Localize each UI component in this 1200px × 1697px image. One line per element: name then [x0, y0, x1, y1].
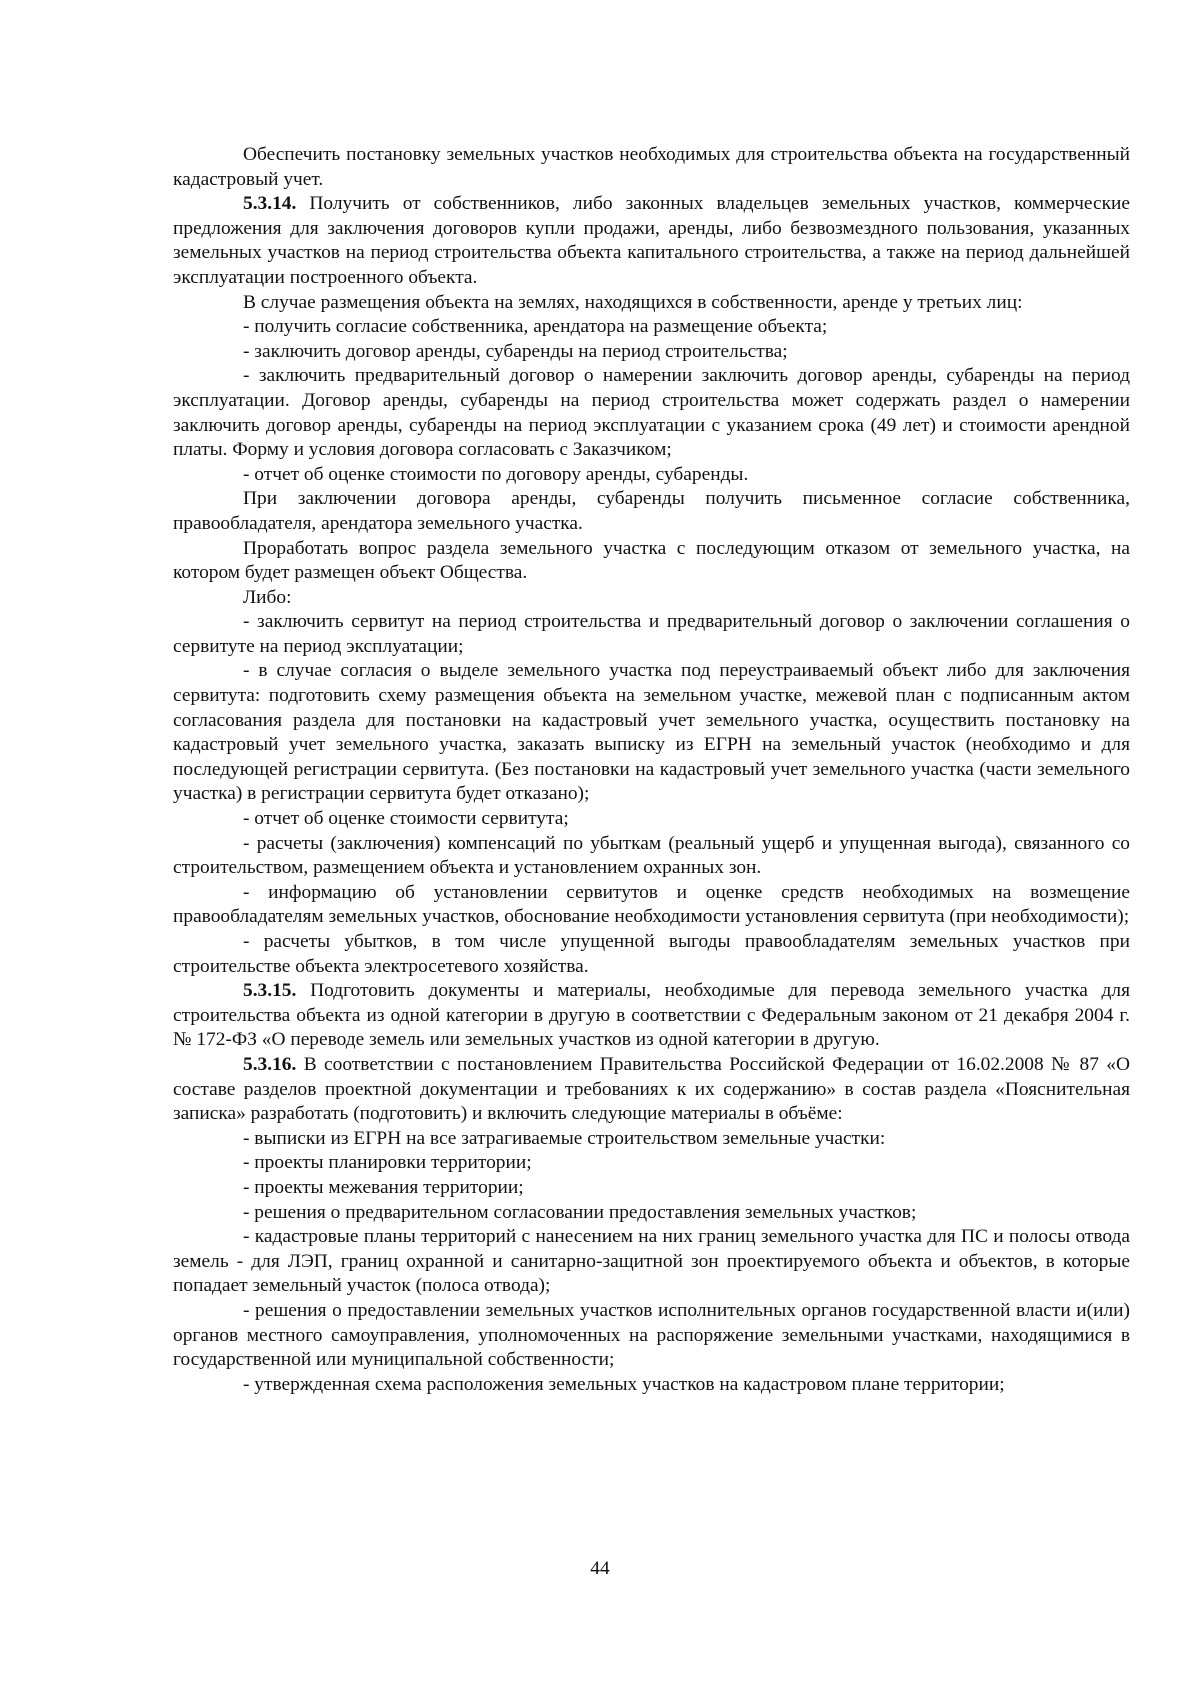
- list-item: - расчеты убытков, в том числе упущенной выгоды правообладателям земельных участков при строительстве объекта электросетевого хозяйства.: [173, 931, 1130, 977]
- list-item: - информацию об установлении сервитутов и оценке средств необходимых на возмещение правообладателям земельных участков, обоснование необходимости установления сервитута (при необходимости);: [173, 881, 1130, 928]
- paragraph: 5.3.14. Получить от собственников, либо законных владельцев земельных участков, коммерческие предложения для заключения договоров купли продажи, аренды, либо безвозмездного пользования, указанных земельных участков на период строительства объекта капитального строительства, а также на период дальнейшей эксплуатации построенного объекта.: [173, 193, 1130, 288]
- list-item: - выписки из ЕГРН на все затрагиваемые строительством земельные участки:: [243, 1127, 886, 1149]
- clause-number: 5.3.16.: [243, 1053, 297, 1075]
- list-item: - отчет об оценке стоимости сервитута;: [243, 808, 569, 830]
- paragraph: Проработать вопрос раздела земельного участка с последующим отказом от земельного участка, на котором будет размещен объект Общества.: [173, 537, 1130, 584]
- list-item: - утвержденная схема расположения земельных участков на кадастровом плане территории;: [243, 1373, 1005, 1395]
- paragraph: В случае размещения объекта на землях, находящихся в собственности, аренде у третьих лиц:: [243, 291, 1023, 313]
- list-item: - проекты планировки территории;: [243, 1152, 532, 1174]
- list-item: - решения о предоставлении земельных участков исполнительных органов государственной власти и(или) органов местного самоуправления, уполномоченных на распоряжение земельными участками, находящимися в государственной или муниципальной собственности;: [173, 1299, 1130, 1371]
- clause-number: 5.3.14.: [243, 193, 297, 215]
- paragraph: При заключении договора аренды, субаренды получить письменное согласие собственника, правообладателя, арендатора земельного участка.: [173, 488, 1130, 534]
- document-body: [173, 143, 1130, 1397]
- list-item: - в случае согласия о выделе земельного участка под переустраиваемый объект либо для заключения сервитута: подготовить схему размещения объекта на земельном участке, межевой план с подписанным актом согласования раздела для постановки на кадастровый учет земельного участка, осуществить постановку на кадастровый учет земельного участка, заказать выписку из ЕГРН на земельный участок (необходимо и для последующей регистрации сервитута. (Без постановки на кадастровый учет земельного участка (части земельного участка) в регистрации сервитута будет отказано);: [173, 660, 1130, 805]
- page-number: 44: [590, 1558, 610, 1579]
- list-item: - проекты межевания территории;: [243, 1176, 524, 1198]
- clause-number: 5.3.15.: [243, 980, 297, 1002]
- list-item: - решения о предварительном согласовании предоставления земельных участков;: [243, 1201, 917, 1223]
- list-item: - заключить сервитут на период строительства и предварительный договор о заключении соглашения о сервитуте на период эксплуатации;: [173, 611, 1130, 657]
- list-item: - заключить договор аренды, субаренды на период строительства;: [243, 340, 788, 362]
- list-item: - заключить предварительный договор о намерении заключить договор аренды, субаренды на период эксплуатации. Договор аренды, субаренды на период строительства может содержать раздел о намерении заключить договор аренды, субаренды на период эксплуатации с указанием срока (49 лет) и стоимости арендной платы. Форму и условия договора согласовать с Заказчиком;: [173, 365, 1130, 461]
- paragraph: Обеспечить постановку земельных участков необходимых для строительства объекта на государственный кадастровый учет.: [173, 144, 1130, 190]
- list-item: - кадастровые планы территорий с нанесением на них границ земельного участка для ПС и полосы отвода земель - для ЛЭП, границ охранной и санитарно-защитной зон проектируемого объекта и объектов, в которые попадает земельный участок (полоса отвода);: [173, 1226, 1130, 1297]
- paragraph: 5.3.15. Подготовить документы и материалы, необходимые для перевода земельного участка для строительства объекта из одной категории в другую в соответствии с Федеральным законом от 21 декабря 2004 г. № 172-ФЗ «О переводе земель или земельных участков из одной категории в другую.: [173, 980, 1130, 1051]
- list-item: - расчеты (заключения) компенсаций по убыткам (реальный ущерб и упущенная выгода), связанного со строительством, размещением объекта и установлением охранных зон.: [173, 832, 1130, 879]
- paragraph: Либо:: [243, 586, 292, 608]
- list-item: - отчет об оценке стоимости по договору аренды, субаренды.: [243, 463, 749, 485]
- paragraph: 5.3.16. В соответствии с постановлением Правительства Российской Федерации от 16.02.2008 № 87 «О составе разделов проектной документации и требованиях к их содержанию» в состав раздела «Пояснительная записка» разработать (подготовить) и включить следующие материалы в объёме:: [173, 1053, 1130, 1125]
- list-item: - получить согласие собственника, арендатора на размещение объекта;: [243, 316, 828, 338]
